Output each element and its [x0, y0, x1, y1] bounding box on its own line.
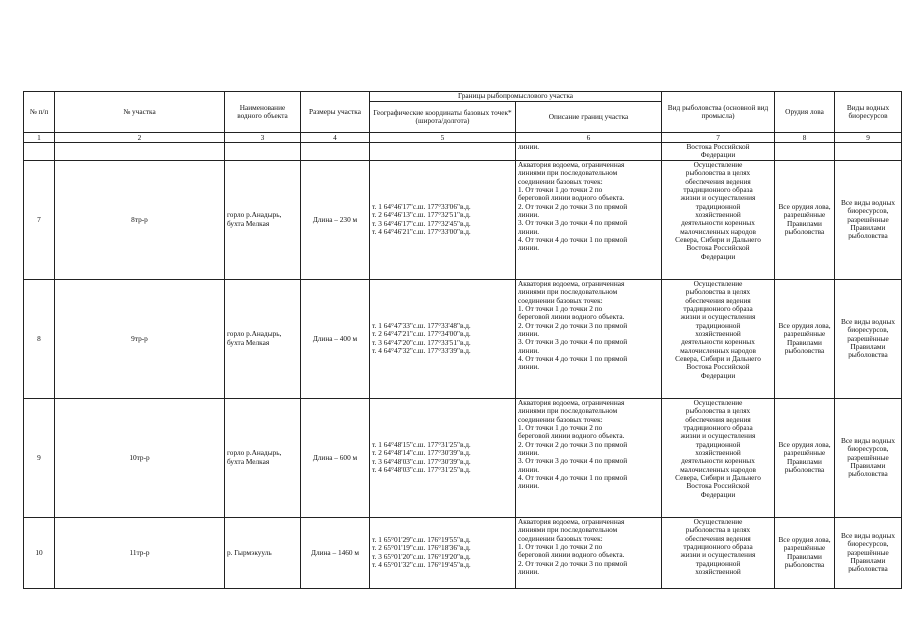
fishing-kind	[662, 517, 775, 588]
description-line: 2. От точки 2 до точки 3 по прямой	[518, 320, 628, 330]
plot-size: Длина – 1460 м	[301, 517, 370, 588]
col-number: 2	[55, 133, 225, 143]
kind-line: Осуществление	[693, 160, 743, 169]
fishing-plots-table	[23, 91, 902, 589]
header-water-body: Наименование водного объекта	[225, 92, 301, 133]
kind-line: обеспечения ведения	[685, 414, 751, 424]
description-line: линиями при последовательном	[518, 287, 618, 297]
kind-line: хозяйственной	[695, 447, 741, 457]
kind-line: хозяйственной	[695, 328, 741, 338]
description-line: 4. От точки 4 до точки 1 по прямой	[518, 353, 628, 363]
table-row	[24, 279, 902, 398]
kind-line: рыболовства в целях	[685, 406, 751, 416]
water-body: р. Гырмэкууль	[225, 517, 301, 588]
boundary-description	[516, 279, 662, 398]
plot-number: 9тр-р	[55, 279, 225, 398]
plot-size: Длина – 400 м	[301, 279, 370, 398]
description-line: береговой линии водного объекта.	[518, 431, 625, 441]
col-number: 4	[301, 133, 370, 143]
kind-line: Севера, Сибири и Дальнего	[675, 234, 761, 244]
water-body: горло р.Анадырь, бухта Мелкая	[225, 160, 301, 279]
col-number: 1	[24, 133, 55, 143]
kind-line: традиционного образа	[683, 541, 753, 551]
water-body: горло р.Анадырь, бухта Мелкая	[225, 398, 301, 517]
description-line: 3. От точки 3 до точки 4 по прямой	[518, 218, 628, 228]
description-line: линии.	[518, 566, 540, 576]
header-no: № п/п	[24, 92, 55, 133]
kind-line: обеспечения ведения	[685, 533, 751, 543]
kind-line: традиционной	[695, 320, 741, 330]
description-line: 4. От точки 4 до точки 1 по прямой	[518, 472, 628, 482]
description-line: соединении базовых точек:	[518, 176, 603, 186]
description-line: линии.	[518, 328, 540, 338]
kind-line: жизни и осуществления	[680, 312, 756, 322]
description-line: 1. От точки 1 до точки 2 по	[518, 184, 603, 194]
description-line: 3. От точки 3 до точки 4 по прямой	[518, 456, 628, 466]
coordinate-line: т. 2 65°01'19"с.ш. 176°18'36"в.д.	[372, 543, 471, 553]
row-number: 9	[24, 398, 55, 517]
description-line: Акватория водоема, ограниченная	[518, 279, 625, 288]
description-line: линии.	[518, 481, 540, 491]
aquatic-species: Все виды водных биоресурсов, разрешённые Правилами рыболовства	[835, 398, 902, 517]
kind-line: Востока Российской	[686, 481, 750, 491]
coordinates	[370, 398, 516, 517]
description-line: линиями при последовательном	[518, 168, 618, 178]
description-line: линии.	[518, 226, 540, 236]
plot-number: 8тр-р	[55, 160, 225, 279]
plot-number: 11тр-р	[55, 517, 225, 588]
kind-line: малочисленных народов	[680, 345, 756, 355]
col-number: 3	[225, 133, 301, 143]
description-line: линии.	[518, 464, 540, 474]
fishing-gear: Все орудия лова, разрешённые Правилами рыболовства	[775, 279, 835, 398]
kind-line: жизни и осуществления	[680, 193, 756, 203]
fishing-gear: Все орудия лова, разрешённые Правилами рыболовства	[775, 517, 835, 588]
header-gear: Орудия лова	[775, 92, 835, 133]
coordinate-line: т. 1 64°47'33"с.ш. 177°33'48"в.д.	[372, 320, 471, 330]
description-line: соединении базовых точек:	[518, 533, 603, 543]
header-size: Размеры участка	[301, 92, 370, 133]
row-number: 8	[24, 279, 55, 398]
kind-line: Федерации	[700, 489, 736, 499]
kind-line: деятельности коренных	[681, 456, 755, 466]
kind-line: хозяйственной	[695, 566, 741, 576]
coordinate-line: т. 4 64°48'03"с.ш. 177°31'25"в.д.	[372, 465, 471, 475]
kind-line: Осуществление	[693, 279, 743, 288]
description-line: 1. От точки 1 до точки 2 по	[518, 422, 603, 432]
description-line: Акватория водоема, ограниченная	[518, 160, 625, 169]
kind-line: малочисленных народов	[680, 464, 756, 474]
row-number: 10	[24, 517, 55, 588]
kind-line: Федерации	[700, 370, 736, 380]
description-line: береговой линии водного объекта.	[518, 550, 625, 560]
coordinate-line: т. 1 64°48'15"с.ш. 177°31'25"в.д.	[372, 439, 471, 449]
table-row	[24, 398, 902, 517]
coordinates	[370, 279, 516, 398]
continuation-row	[24, 143, 902, 161]
coordinate-line: т. 3 65°01'20"с.ш. 176°19'20"в.д.	[372, 551, 471, 561]
coordinate-line: т. 1 65°01'29"с.ш. 176°19'55"в.д.	[372, 534, 471, 544]
kind-line: традиционного образа	[683, 422, 753, 432]
plot-size: Длина – 600 м	[301, 398, 370, 517]
continuation-kind: Востока Российской Федерации	[662, 143, 775, 161]
kind-line: деятельности коренных	[681, 218, 755, 228]
coordinate-line: т. 2 64°47'21"с.ш. 177°34'00"в.д.	[372, 329, 471, 339]
description-line: линиями при последовательном	[518, 406, 618, 416]
kind-line: традиционного образа	[683, 303, 753, 313]
coordinate-line: т. 4 65°01'32"с.ш. 176°19'45"в.д.	[372, 560, 471, 570]
kind-line: традиционной	[695, 201, 741, 211]
kind-line: Востока Российской	[686, 362, 750, 372]
kind-line: традиционной	[695, 558, 741, 568]
kind-line: Севера, Сибири и Дальнего	[675, 472, 761, 482]
header-description: Описание границ участка	[516, 102, 662, 133]
description-line: линиями при последовательном	[518, 525, 618, 535]
kind-line: рыболовства в целях	[685, 525, 751, 535]
fishing-gear: Все орудия лова, разрешённые Правилами рыболовства	[775, 398, 835, 517]
boundary-description	[516, 160, 662, 279]
coordinate-line: т. 4 64°46'21"с.ш. 177°33'00"в.д.	[372, 227, 471, 237]
col-number: 6	[516, 133, 662, 143]
kind-line: жизни и осуществления	[680, 550, 756, 560]
table-row	[24, 160, 902, 279]
description-line: линии.	[518, 209, 540, 219]
header-coords: Географические координаты базовых точек* (широта/долгота)	[370, 102, 516, 133]
column-numbers-row	[24, 133, 902, 143]
col-number: 8	[775, 133, 835, 143]
header-species: Виды водных биоресурсов	[835, 92, 902, 133]
aquatic-species: Все виды водных биоресурсов, разрешённые Правилами рыболовства	[835, 279, 902, 398]
fishing-gear: Все орудия лова, разрешённые Правилами рыболовства	[775, 160, 835, 279]
col-number: 5	[370, 133, 516, 143]
fishing-kind	[662, 279, 775, 398]
description-line: линии.	[518, 243, 540, 253]
coordinate-line: т. 4 64°47'32"с.ш. 177°33'39"в.д.	[372, 346, 471, 356]
coordinate-line: т. 3 64°46'17"с.ш. 177°32'45"в.д.	[372, 218, 471, 228]
description-line: линии.	[518, 345, 540, 355]
kind-line: Востока Российской	[686, 243, 750, 253]
fishing-kind	[662, 398, 775, 517]
description-line: 4. От точки 4 до точки 1 по прямой	[518, 234, 628, 244]
kind-line: Осуществление	[693, 398, 743, 407]
boundary-description	[516, 398, 662, 517]
kind-line: деятельности коренных	[681, 337, 755, 347]
kind-line: Федерации	[700, 251, 736, 261]
header-boundaries: Границы рыбопромыслового участка	[370, 92, 662, 102]
col-number: 9	[835, 133, 902, 143]
coordinates	[370, 160, 516, 279]
kind-line: жизни и осуществления	[680, 431, 756, 441]
description-line: Акватория водоема, ограниченная	[518, 517, 625, 526]
description-line: 1. От точки 1 до точки 2 по	[518, 541, 603, 551]
description-line: линии.	[518, 447, 540, 457]
col-number: 7	[662, 133, 775, 143]
row-number: 7	[24, 160, 55, 279]
coordinate-line: т. 2 64°46'13"с.ш. 177°32'51"в.д.	[372, 210, 471, 220]
description-line: соединении базовых точек:	[518, 414, 603, 424]
coordinate-line: т. 3 64°48'03"с.ш. 177°30'39"в.д.	[372, 456, 471, 466]
coordinate-line: т. 2 64°48'14"с.ш. 177°30'39"в.д.	[372, 448, 471, 458]
kind-line: рыболовства в целях	[685, 168, 751, 178]
kind-line: обеспечения ведения	[685, 295, 751, 305]
continuation-description: линии.	[516, 143, 662, 161]
kind-line: обеспечения ведения	[685, 176, 751, 186]
header-plot-no: № участка	[55, 92, 225, 133]
kind-line: традиционной	[695, 439, 741, 449]
table-row	[24, 517, 902, 588]
description-line: 2. От точки 2 до точки 3 по прямой	[518, 201, 628, 211]
water-body: горло р.Анадырь, бухта Мелкая	[225, 279, 301, 398]
kind-line: Севера, Сибири и Дальнего	[675, 353, 761, 363]
aquatic-species: Все виды водных биоресурсов, разрешённые Правилами рыболовства	[835, 517, 902, 588]
kind-line: Осуществление	[693, 517, 743, 526]
description-line: соединении базовых точек:	[518, 295, 603, 305]
description-line: 2. От точки 2 до точки 3 по прямой	[518, 439, 628, 449]
coordinates	[370, 517, 516, 588]
kind-line: малочисленных народов	[680, 226, 756, 236]
plot-size: Длина – 230 м	[301, 160, 370, 279]
plot-number: 10тр-р	[55, 398, 225, 517]
coordinate-line: т. 3 64°47'20"с.ш. 177°33'51"в.д.	[372, 337, 471, 347]
description-line: береговой линии водного объекта.	[518, 193, 625, 203]
coordinate-line: т. 1 64°46'17"с.ш. 177°33'06"в.д.	[372, 201, 471, 211]
description-line: 2. От точки 2 до точки 3 по прямой	[518, 558, 628, 568]
description-line: 3. От точки 3 до точки 4 по прямой	[518, 337, 628, 347]
header-kind: Вид рыболовства (основной вид промысла)	[662, 92, 775, 133]
description-line: Акватория водоема, ограниченная	[518, 398, 625, 407]
kind-line: рыболовства в целях	[685, 287, 751, 297]
boundary-description	[516, 517, 662, 588]
description-line: 1. От точки 1 до точки 2 по	[518, 303, 603, 313]
kind-line: традиционного образа	[683, 184, 753, 194]
description-line: линии.	[518, 362, 540, 372]
description-line: береговой линии водного объекта.	[518, 312, 625, 322]
kind-line: хозяйственной	[695, 209, 741, 219]
aquatic-species: Все виды водных биоресурсов, разрешённые Правилами рыболовства	[835, 160, 902, 279]
fishing-kind	[662, 160, 775, 279]
